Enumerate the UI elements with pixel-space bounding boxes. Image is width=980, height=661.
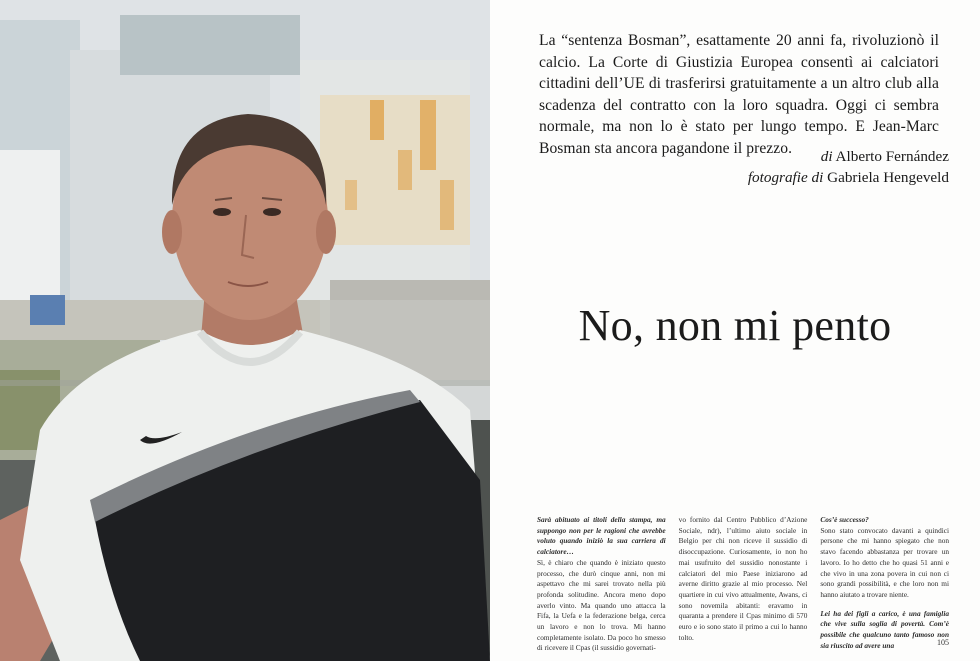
headline: No, non mi pento xyxy=(578,301,892,350)
author-prefix: di xyxy=(820,148,833,165)
interview-question: Sarà abituato ai titoli della stampa, ma suppongo non per le ragioni che avrebbe voluto quando iniziò la sua carriera di calciatore… xyxy=(537,515,666,557)
intro-paragraph: La “sentenza Bosman”, esattamente 20 anni fa, rivoluzionò il calcio. La Corte di Giustizia Europea consentì ai calciatori cittadini dell’UE di trasferirsi gratuitamente a un altro club alla scadenza del contratto con la loro squadra. Oggi ci sembra normale, ma non lo è stato per lungo tempo. E Jean-Marc Bosman sta ancora pagandone il prezzo. xyxy=(539,32,939,157)
article-page xyxy=(490,0,980,661)
page-number: 105 xyxy=(937,638,949,647)
author-name: Alberto Fernández xyxy=(835,148,949,165)
interview-answer: Sì, è chiaro che quando è iniziato questo processo, che durò cinque anni, non mi aspettavo che mi sarei trovato nella più profonda solitudine. Ancora meno dopo averlo vinto. Ma quando uno attacca la Fifa, la Uefa e la federazione belga, cerca un lavoro e non lo trova. Mi hanno completamente isolato. Da poco ho smesso di ricevere il Cpas (il sussidio governati- xyxy=(537,557,666,653)
author-credit xyxy=(748,146,949,167)
interview-question: Cos’è successo? xyxy=(820,515,869,524)
photo-credit xyxy=(748,167,949,188)
photo-prefix: fotografie di xyxy=(747,169,824,187)
article-column-2 xyxy=(678,515,808,642)
interview-answer: Sono stato convocato davanti a quindici persone che mi hanno spiegato che non stavo facendo abbastanza per trovare un lavoro. Io ho detto che ho quasi 51 anni e che vivo in una zona povera in cui non ci sono grandi possibilità, e che loro non mi hanno aiutato a trovare niente. xyxy=(820,525,950,599)
credits xyxy=(748,146,949,189)
interview-question: Lei ha dei figli a carico, è una famiglia che vive sulla soglia di povertà. Com’è possibile che qualcuno tanto famoso non sia riuscito ad avere una xyxy=(820,608,950,650)
interview-answer-continued: vo fornito dal Centro Pubblico d’Azione Sociale, ndr), l’ultimo aiuto sociale in Belgio per chi non riceve il sussidio di disoccupazione. Curiosamente, io non ho mai usufruito del sussidio nonostante i calciatori del mio Paese iniziarono ad averne diritto grazie al mio processo. Nel quartiere in cui vivo attualmente, Awans, ci sono novemila abitanti: eravamo in quaranta a prendere il Cpas minimo di 570 euro e io sono stato il primo a cui lo hanno tolto. xyxy=(678,515,808,642)
article-column-1 xyxy=(537,515,666,653)
photographer-name: Gabriela Hengeveld xyxy=(827,169,949,187)
